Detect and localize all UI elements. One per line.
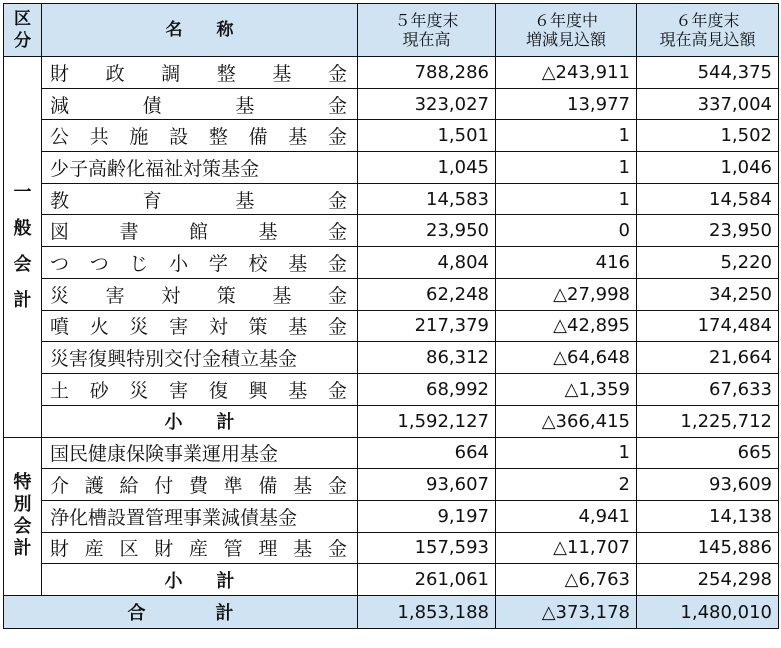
value-current-year-end: 1,502 xyxy=(637,120,779,152)
value-prev-year-end: 1,501 xyxy=(358,120,496,152)
value-prev-year-end: 157,593 xyxy=(358,532,496,564)
value-prev-year-end: 86,312 xyxy=(358,342,496,374)
category-text: 一般会計 xyxy=(13,181,32,311)
total-label: 合計 xyxy=(4,596,358,629)
fund-name xyxy=(42,278,358,310)
table-row xyxy=(4,373,779,405)
fund-name-text: 噴 火 災 害 対 策 基 金 xyxy=(50,316,347,339)
value-current-year-end: 5,220 xyxy=(637,247,779,279)
header-row xyxy=(4,4,779,57)
value-prev-year-end: 14,583 xyxy=(358,183,496,215)
header-col1-line2: 現在高 xyxy=(402,30,451,49)
fund-name-text: つ つ じ 小 学 校 基 金 xyxy=(50,252,347,275)
header-col2-line1: ６年度中 xyxy=(533,11,598,30)
header-name: 名称 xyxy=(42,4,358,57)
value-prev-year-end: 93,607 xyxy=(358,469,496,501)
value-prev-year-end: 4,804 xyxy=(358,247,496,279)
table-row xyxy=(4,57,779,89)
header-col1-line1: ５年度末 xyxy=(394,11,459,30)
header-col2-line2: 増減見込額 xyxy=(525,30,606,49)
fund-name xyxy=(42,247,358,279)
table-row xyxy=(4,215,779,247)
value-prev-year-end: 9,197 xyxy=(358,500,496,532)
value-current-year-end: 67,633 xyxy=(637,373,779,405)
fund-name-text: 少子高齢化福祉対策基金 xyxy=(50,157,260,180)
table-row xyxy=(4,310,779,342)
table-row xyxy=(4,342,779,374)
fund-name-text: 教 育 基 金 xyxy=(50,189,347,212)
total-row xyxy=(4,596,779,629)
fund-name-text: 介 護 給 付 費 準 備 基 金 xyxy=(50,475,347,498)
fund-name-text: 災害復興特別交付金積立基金 xyxy=(50,348,298,371)
fund-table xyxy=(3,3,779,629)
value-prev-year-end: 62,248 xyxy=(358,278,496,310)
subtotal-change: △366,415 xyxy=(496,405,637,437)
table-row xyxy=(4,88,779,120)
header-col2 xyxy=(496,4,637,57)
value-prev-year-end: 68,992 xyxy=(358,373,496,405)
value-current-year-end: 145,886 xyxy=(637,532,779,564)
category-label xyxy=(4,437,42,596)
value-change: 1 xyxy=(496,437,637,469)
value-prev-year-end: 23,950 xyxy=(358,215,496,247)
total-change: △373,178 xyxy=(496,596,637,629)
header-kubun xyxy=(4,4,42,57)
value-current-year-end: 337,004 xyxy=(637,88,779,120)
fund-name-text: 災 害 対 策 基 金 xyxy=(50,284,347,307)
header-col1 xyxy=(358,4,496,57)
fund-name xyxy=(42,120,358,152)
fund-name xyxy=(42,469,358,501)
value-current-year-end: 14,138 xyxy=(637,500,779,532)
total-prev-year-end: 1,853,188 xyxy=(358,596,496,629)
value-prev-year-end: 788,286 xyxy=(358,57,496,89)
value-prev-year-end: 1,045 xyxy=(358,152,496,184)
category-text: 特別会計 xyxy=(13,472,32,560)
value-change: 2 xyxy=(496,469,637,501)
table-row xyxy=(4,278,779,310)
value-current-year-end: 21,664 xyxy=(637,342,779,374)
fund-name xyxy=(42,532,358,564)
value-current-year-end: 1,046 xyxy=(637,152,779,184)
fund-name-text: 浄化槽設置管理事業減債基金 xyxy=(50,506,298,529)
value-change: △11,707 xyxy=(496,532,637,564)
table-row xyxy=(4,120,779,152)
fund-name-text: 財 政 調 整 基 金 xyxy=(50,62,347,85)
fund-name xyxy=(42,500,358,532)
table-row xyxy=(4,183,779,215)
value-current-year-end: 544,375 xyxy=(637,57,779,89)
value-change: 13,977 xyxy=(496,88,637,120)
category-label xyxy=(4,57,42,438)
subtotal-row xyxy=(4,405,779,437)
subtotal-change: △6,763 xyxy=(496,564,637,596)
value-prev-year-end: 323,027 xyxy=(358,88,496,120)
fund-name-text: 財 産 区 財 産 管 理 基 金 xyxy=(50,538,347,561)
table-row xyxy=(4,247,779,279)
value-change: △1,359 xyxy=(496,373,637,405)
value-current-year-end: 14,584 xyxy=(637,183,779,215)
value-current-year-end: 23,950 xyxy=(637,215,779,247)
value-change: 0 xyxy=(496,215,637,247)
value-current-year-end: 93,609 xyxy=(637,469,779,501)
fund-name xyxy=(42,342,358,374)
fund-name xyxy=(42,310,358,342)
value-change: 1 xyxy=(496,152,637,184)
fund-name-text: 図 書 館 基 金 xyxy=(50,221,347,244)
subtotal-label: 小計 xyxy=(42,405,358,437)
header-col3-line1: ６年度末 xyxy=(675,11,740,30)
value-current-year-end: 174,484 xyxy=(637,310,779,342)
value-change: 1 xyxy=(496,183,637,215)
subtotal-prev-year-end: 261,061 xyxy=(358,564,496,596)
value-change: 416 xyxy=(496,247,637,279)
value-change: 1 xyxy=(496,120,637,152)
total-current-year-end: 1,480,010 xyxy=(637,596,779,629)
value-change: 4,941 xyxy=(496,500,637,532)
value-prev-year-end: 217,379 xyxy=(358,310,496,342)
fund-name xyxy=(42,57,358,89)
subtotal-current-year-end: 1,225,712 xyxy=(637,405,779,437)
fund-name xyxy=(42,152,358,184)
fund-name-text: 減 債 基 金 xyxy=(50,94,347,117)
table-row xyxy=(4,437,779,469)
fund-name-text: 公 共 施 設 整 備 基 金 xyxy=(50,126,347,149)
fund-name-text: 国民健康保険事業運用基金 xyxy=(50,443,279,466)
fund-name xyxy=(42,183,358,215)
value-change: △42,895 xyxy=(496,310,637,342)
fund-name xyxy=(42,437,358,469)
subtotal-current-year-end: 254,298 xyxy=(637,564,779,596)
header-col3 xyxy=(637,4,779,57)
subtotal-label: 小計 xyxy=(42,564,358,596)
fund-name xyxy=(42,215,358,247)
header-col3-line2: 現在高見込額 xyxy=(659,30,756,49)
header-kubun-text: 区分 xyxy=(14,9,31,51)
table-row xyxy=(4,532,779,564)
fund-name xyxy=(42,373,358,405)
value-current-year-end: 34,250 xyxy=(637,278,779,310)
subtotal-prev-year-end: 1,592,127 xyxy=(358,405,496,437)
value-prev-year-end: 664 xyxy=(358,437,496,469)
value-change: △243,911 xyxy=(496,57,637,89)
value-change: △27,998 xyxy=(496,278,637,310)
fund-name-text: 土 砂 災 害 復 興 基 金 xyxy=(50,379,347,402)
value-change: △64,648 xyxy=(496,342,637,374)
subtotal-row xyxy=(4,564,779,596)
table-row xyxy=(4,469,779,501)
table-row xyxy=(4,500,779,532)
value-current-year-end: 665 xyxy=(637,437,779,469)
table-row xyxy=(4,152,779,184)
fund-name xyxy=(42,88,358,120)
